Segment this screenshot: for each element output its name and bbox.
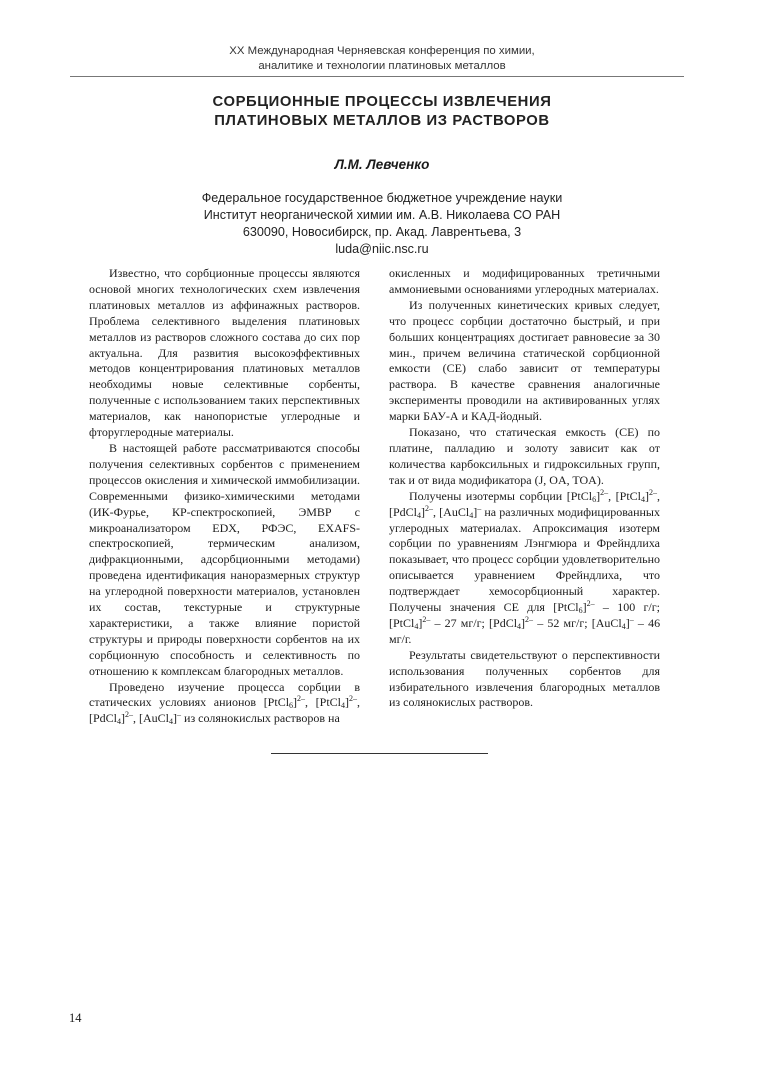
title-line-2: ПЛАТИНОВЫХ МЕТАЛЛОВ ИЗ РАСТВОРОВ (214, 113, 550, 129)
p6-text-mid: на различных модифицированных углеродных материалах. Апроксимация изотерм сорбции по уравнениям Лэнгмюра и Фрейндлиха показывает, что процесс сорбции удовлетворительно описывается уравнением Фрейндлиха, что подтверждает хемосорбционный характер. Получены значения СЕ для (389, 504, 660, 615)
header-line-1: XX Международная Черняевская конференция по химии, (229, 45, 535, 57)
running-header (200, 44, 564, 74)
affiliation (130, 190, 634, 258)
author: Л.М. Левченко (334, 157, 430, 172)
formula-ptcl6: [PtCl$_6$]$^{2-}$ (263, 694, 306, 711)
paragraph-4: Из полученных кинетических кривых следует, что процесс сорбции достаточно быстрый, и при больших концентрациях достигает равновесие за 30 мин., причем величина статической сорбционной емкости (СЕ) слабо зависит от температуры раствора. В качестве сравнения аналогичные эксперименты проводили на активированных углях марки БАУ-А и КАД-йодный. (389, 297, 660, 424)
page-number: 14 (69, 1011, 82, 1025)
affiliation-email: luda@niic.nsc.ru (335, 242, 429, 256)
paragraph-7: Результаты свидетельствуют о перспективности использования полученных сорбентов для избирательного извлечения благородных металлов из солянокислых растворов. (389, 647, 660, 710)
paragraph-1: Известно, что сорбционные процессы являются основой многих технологических схем извлечения платиновых металлов из аффинажных растворов. Проблема селективного выделения платиновых металлов из растворов сложного состава до сих пор актуальна. Для развития высокоэффективных методов концентрирования платиновых металлов необходимы новые селективные сорбенты, полученные с использованием таких перспективных материалов, как нанопористые углеродные и фторуглеродные материалы. (89, 266, 360, 440)
formula-ptcl4: [PtCl$_4$]$^{2-}$ (315, 694, 357, 711)
affiliation-line-1: Федеральное государственное бюджетное учреждение науки (201, 191, 563, 205)
affiliation-line-2: Институт неорганической химии им. А.В. Николаева СО РАН (203, 208, 561, 222)
paragraph-2: В настоящей работе рассматриваются способы получения селективных сорбентов с применением процессов окисления и химической иммобилизации. Современными физико-химическими методами (ИК-Фурье, КР-спектроскопией, ЭМВР с микроанализатором EDX, РФЭС, EXAFS-спектроскопией, термическим анализом, дифракционными, адсорбционными методами) проведена идентификация наноразмерных структур на углеродной поверхности материалов, установлен их состав, текстурные и структурные характеристики, а также влияние пористой структуры и природы поверхности сорбентов на их сорбционную способность и селективность по отношению к комплексам благородных металлов. (89, 440, 360, 678)
end-divider (271, 753, 488, 754)
paragraph-5: Показано, что статическая емкость (СЕ) по платине, палладию и золоту зависит как от количества карбоксильных и гидроксильных групп, так и от вида модификатора (J, OA, TOA). (389, 425, 660, 487)
formula-aucl4: [AuCl$_4$]– (139, 710, 182, 727)
value-aucl4: 46 мг/г. (389, 615, 661, 646)
header-divider (70, 76, 684, 77)
p6-text-start: Получены изотермы сорбции (409, 488, 563, 503)
value-ptcl6: – 100 г/г; (602, 600, 661, 615)
affiliation-address: 630090, Новосибирск, пр. Акад. Лаврентьева, 3 (242, 225, 522, 239)
title-line-1: СОРБЦИОННЫЕ ПРОЦЕССЫ ИЗВЛЕЧЕНИЯ (212, 94, 552, 110)
paragraph-3: Проведено изучение процесса сорбции в статических условиях анионов [PtCl$_6$]$^{2-}$, [PtCl$_4$]$^{2-}$, [PdCl$_4$]$^{2-}$, [AuCl$_4$]– из солянокислых растворов на (89, 679, 360, 727)
paragraph-6: Получены изотермы сорбции [PtCl$_6$]$^{2-}$, [PtCl$_4$]$^{2-}$, [PdCl$_4$]$^{2-}$, [AuCl$_4$]– на различных модифицированных углеродных материалах. Апроксимация изотерм сорбции по уравнениям Лэнгмюра и Фрейндлиха показывает, что процесс сорбции удовлетворительно описывается уравнением Фрейндлиха, что подтверждает хемосорбционный характер. Получены значения СЕ для [PtCl$_6$]$^{2-}$ – 100 г/г; [PtCl$_4$]$^{2-}$ – 27 мг/г; [PdCl$_4$]$^{2-}$ – 52 мг/г; [AuCl$_4$]– – 46 мг/г. (389, 487, 661, 646)
p3-text-end: из солянокислых растворов на (184, 711, 340, 726)
header-line-2: аналитике и технологии платиновых металлов (258, 60, 506, 72)
right-column (389, 266, 660, 711)
paragraph-3-continued: окисленных и модифицированных третичными аммониевыми основаниями углеродных материалах. (389, 266, 660, 296)
p3-text-start: Проведено изучение процесса сорбции в статических условиях анионов (89, 679, 360, 710)
value-pdcl4: – 52 мг/г; (537, 615, 588, 630)
value-aucl4-dash: – (637, 615, 644, 630)
formula-pdcl4: [PdCl$_4$]$^{2-}$ (89, 710, 134, 727)
left-column (89, 266, 360, 727)
value-ptcl4: – 27 мг/г; (434, 615, 485, 630)
article-title (90, 93, 674, 131)
